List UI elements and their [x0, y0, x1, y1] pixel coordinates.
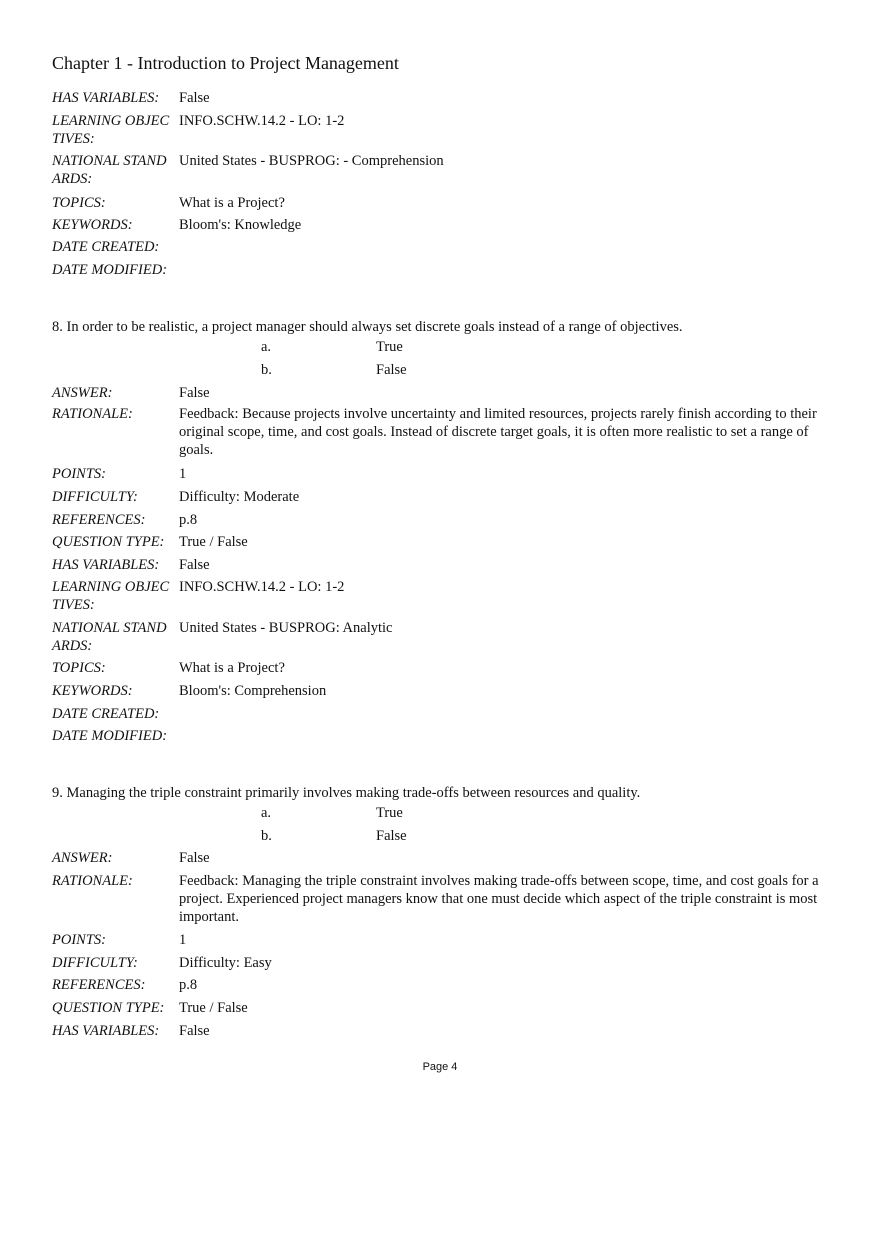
learning-objectives-label: LEARNING OBJECTIVES: [52, 579, 170, 613]
question-type-label: QUESTION TYPE: [52, 1000, 165, 1016]
date-created-label: DATE CREATED: [52, 239, 160, 255]
keywords-label: KEYWORDS: [52, 217, 133, 233]
rationale-label: RATIONALE: [52, 873, 133, 889]
points-label: POINTS: [52, 932, 106, 948]
keywords-value: Bloom's: Comprehension [179, 683, 327, 699]
difficulty-value: Difficulty: Moderate [179, 489, 300, 505]
date-modified-label: DATE MODIFIED: [52, 728, 168, 744]
difficulty-label: DIFFICULTY: [52, 489, 138, 505]
answer-value: False [179, 850, 210, 866]
learning-objectives-label: LEARNING OBJECTIVES: [52, 113, 170, 147]
answer-label: ANSWER: [52, 385, 113, 401]
question-type-label: QUESTION TYPE: [52, 534, 165, 550]
references-label: REFERENCES: [52, 512, 146, 528]
has-variables-label: HAS VARIABLES: [52, 1023, 160, 1039]
topics-label: TOPICS: [52, 195, 106, 211]
option-text: True [376, 339, 403, 355]
option-letter: a. [261, 805, 272, 821]
national-standards-label: NATIONAL STANDARDS: [52, 620, 167, 654]
national-standards-value: United States - BUSPROG: - Comprehension [179, 153, 444, 169]
points-label: POINTS: [52, 466, 106, 482]
difficulty-label: DIFFICULTY: [52, 955, 138, 971]
learning-objectives-value: INFO.SCHW.14.2 - LO: 1-2 [179, 113, 345, 129]
topics-label: TOPICS: [52, 660, 106, 676]
option-letter: a. [261, 339, 272, 355]
question-type-value: True / False [179, 1000, 248, 1016]
rationale-label: RATIONALE: [52, 406, 133, 422]
rationale-value: Feedback: Managing the triple constraint involves making trade-offs between scope, time, and cost goals for a project. Experienced project managers know that one must decide which aspect of the triple constraint is most important. [179, 873, 819, 925]
references-value: p.8 [179, 977, 198, 993]
keywords-label: KEYWORDS: [52, 683, 133, 699]
chapter-title: Chapter 1 - Introduction to Project Management [52, 53, 399, 73]
answer-label: ANSWER: [52, 850, 113, 866]
page-number: Page 4 [422, 1061, 458, 1073]
question-8-text: 8. In order to be realistic, a project manager should always set discrete goals instead of a range of objectives. [52, 319, 683, 335]
date-created-label: DATE CREATED: [52, 706, 160, 722]
question-9-text: 9. Managing the triple constraint primarily involves making trade-offs between resources and quality. [52, 785, 641, 801]
difficulty-value: Difficulty: Easy [179, 955, 272, 971]
has-variables-label: HAS VARIABLES: [52, 557, 160, 573]
topics-value: What is a Project? [179, 195, 285, 211]
has-variables-value: False [179, 557, 210, 573]
points-value: 1 [179, 466, 187, 482]
has-variables-value: False [179, 90, 210, 106]
answer-value: False [179, 385, 210, 401]
national-standards-label: NATIONAL STANDARDS: [52, 153, 167, 187]
points-value: 1 [179, 932, 187, 948]
learning-objectives-value: INFO.SCHW.14.2 - LO: 1-2 [179, 579, 345, 595]
has-variables-label: HAS VARIABLES: [52, 90, 160, 106]
option-text: False [376, 828, 407, 844]
date-modified-label: DATE MODIFIED: [52, 262, 168, 278]
keywords-value: Bloom's: Knowledge [179, 217, 302, 233]
option-text: False [376, 362, 407, 378]
national-standards-value: United States - BUSPROG: Analytic [179, 620, 393, 636]
has-variables-value: False [179, 1023, 210, 1039]
references-label: REFERENCES: [52, 977, 146, 993]
topics-value: What is a Project? [179, 660, 285, 676]
rationale-value: Feedback: Because projects involve uncertainty and limited resources, projects rarely finish according to their original scope, time, and cost goals. Instead of discrete target goals, it is often more realistic to set a range of goals. [179, 406, 817, 458]
question-type-value: True / False [179, 534, 248, 550]
option-letter: b. [261, 828, 272, 844]
option-text: True [376, 805, 403, 821]
references-value: p.8 [179, 512, 198, 528]
option-letter: b. [261, 362, 272, 378]
